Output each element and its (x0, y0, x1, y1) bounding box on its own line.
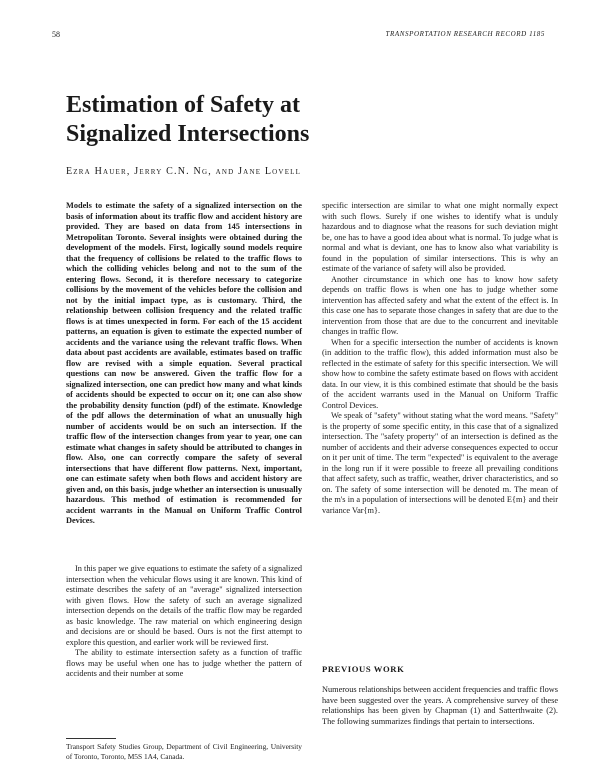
paragraph: specific intersection are similar to what one might normally expect with such flows. Surely if one wishes to identify what is unduly hazardous and to diagnose what the reasons for such deviation might be, one has to have a good idea about what is normal. To judge what is normal and what is deviant, one has to know also what variability is found in the population of similar intersections. This is why an estimate of the variance of safety will also be provided. (322, 201, 558, 273)
abstract-text: Models to estimate the safety of a signalized intersection on the basis of information about its traffic flow and accident history are provided. They are based on data from 145 intersections in Metropolitan Toronto. Several insights were obtained during the development of the models. First, logically sound models require that the frequency of collisions be related to the traffic flows to which the colliding vehicles belong and not to the sum of the entering flows. Second, it is therefore necessary to categorize collisions by the movement of the vehicles before the collision and not by the initial impact type, as is customary. Third, the relationship between collision frequency and the related traffic flows is at times unexpected in form. For each of the 15 accident patterns, an equation is given to estimate the expected number of accidents and the variance using the relevant traffic flows. When data about past accidents are available, estimates based on traffic flow are revised with a simple equation. Several practical questions can now be answered. Given the traffic flow for a signalized intersection, one can predict how many and what kinds of accidents should be expected to occur on it; one can also show the probability density function (pdf) of the estimate. Knowledge of the pdf allows the determination of what an unusually high number of accidents would be on such an intersection. If the traffic flow of the intersection changes from year to year, one can estimate what changes in safety should be attributed to changes in flow. Also, one can correctly compare the safety of several intersections that have different flow patterns. Next, important, one can estimate safety when both flows and accident history are given and, on this basis, judge whether an intersection is unusually hazardous. This method of estimation is recommended for accident warrants in the Manual on Uniform Traffic Control Devices. (66, 201, 302, 525)
authors: Ezra Hauer, Jerry C.N. Ng, and Jane Lovell (66, 166, 302, 177)
paragraph: The ability to estimate intersection safety as a function of traffic flows may be useful when one has to judge whether the pattern of accidents and their number at some (66, 648, 302, 678)
paragraph: Numerous relationships between accident frequencies and traffic flows have been suggested over the years. A comprehensive survey of these relationships has been given by Chapman (1) and Satterthwaite (2). The following summarizes findings that pertain to intersections. (322, 685, 558, 726)
paper-title: Estimation of Safety at Signalized Intersections (66, 92, 310, 147)
paragraph: In this paper we give equations to estimate the safety of a signalized intersection when the vehicular flows using it are known. This kind of estimate describes the safety of an "average" signalized intersection with given flows. How the safety of such an average signalized intersection depends on the details of the traffic flow may be regarded as basic knowledge. The raw material on which engineering design and decisions are or should be based. Ours is not the first attempt to explore this question, and earlier work will be reviewed first. (66, 564, 302, 647)
paragraph: Another circumstance in which one has to know how safety depends on traffic flows is when one has to judge whether some intervention has affected safety and what the extent of the effect is. In this case one has to separate those changes in safety that are due to the intervention from those that are due to the concurrent and inevitable changes in traffic flow. (322, 274, 558, 336)
section-heading: PREVIOUS WORK (322, 664, 405, 674)
right-column-body (322, 201, 558, 516)
footnote-divider (66, 738, 116, 739)
author-affiliation: Transport Safety Studies Group, Department of Civil Engineering, University of Toronto, Toronto, M5S 1A4, Canada. (66, 742, 302, 761)
paragraph: When for a specific intersection the number of accidents is known (in addition to the traffic flow), this added information must also be reflected in the estimate of safety for this specific intersection. We will show how to combine the safety estimate based on flows with accident data. In our view, it is this combined estimate that should be the basis of the accident warrants used in the Manual on Uniform Traffic Control Devices. (322, 337, 558, 410)
paragraph: We speak of "safety" without stating what the word means. "Safety" is the property of some specific entity, in this case that of a signalized intersection. The "safety property" of an intersection is defined as the number of accidents and their adverse consequences expected to occur on it per unit of time. The term "expected" is equivalent to the average in the long run if it were possible to freeze all prevailing conditions that affect safety, such as traffic, weather, driver characteristics, and so on. The safety of some intersection will be denoted m. The mean of the m's in a population of intersections will be denoted E{m} and their variance Var{m}. (322, 411, 558, 515)
left-column-body (66, 564, 302, 680)
page-number: 58 (52, 30, 60, 39)
previous-work-body (322, 685, 558, 727)
journal-title: TRANSPORTATION RESEARCH RECORD 1185 (385, 30, 545, 38)
abstract (66, 201, 302, 527)
